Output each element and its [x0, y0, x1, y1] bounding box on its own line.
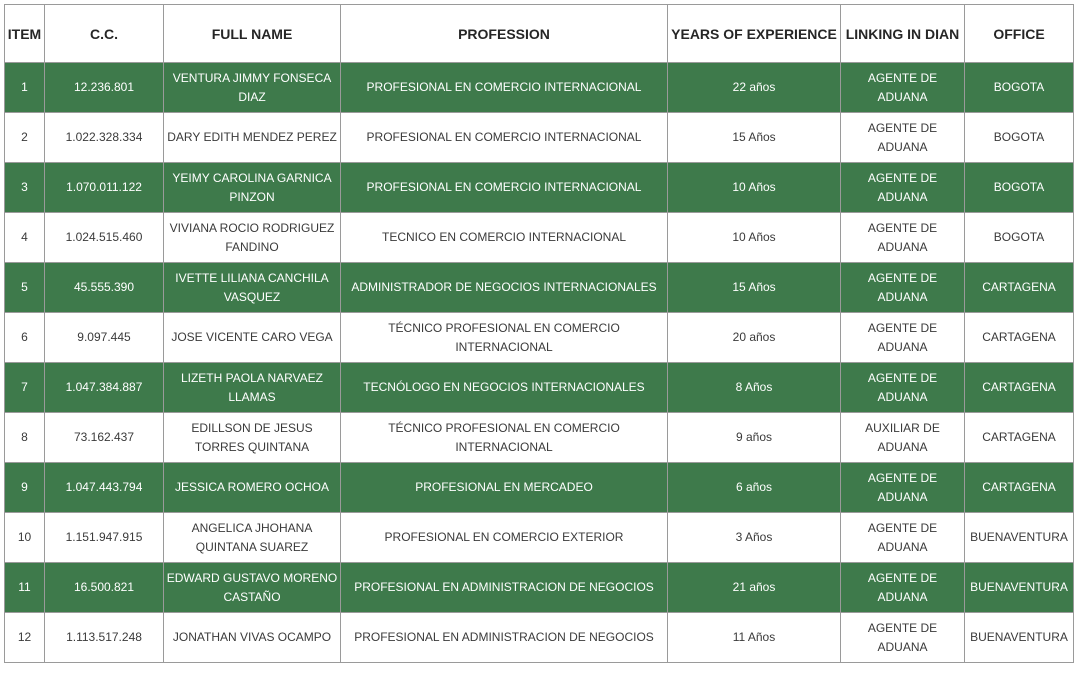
cell-item: 11	[5, 563, 45, 613]
cell-item: 10	[5, 513, 45, 563]
cell-linking: AGENTE DE ADUANA	[841, 213, 965, 263]
cell-cc: 16.500.821	[45, 563, 164, 613]
cell-full-name: EDWARD GUSTAVO MORENO CASTAÑO	[164, 563, 341, 613]
cell-years: 8 Años	[668, 363, 841, 413]
cell-profession: TÉCNICO PROFESIONAL EN COMERCIO INTERNACIONAL	[341, 413, 668, 463]
cell-profession: PROFESIONAL EN MERCADEO	[341, 463, 668, 513]
header-full-name: FULL NAME	[164, 5, 341, 63]
cell-profession: TECNÓLOGO EN NEGOCIOS INTERNACIONALES	[341, 363, 668, 413]
cell-office: CARTAGENA	[965, 313, 1074, 363]
cell-years: 21 años	[668, 563, 841, 613]
cell-full-name: YEIMY CAROLINA GARNICA PINZON	[164, 163, 341, 213]
cell-profession: TECNICO EN COMERCIO INTERNACIONAL	[341, 213, 668, 263]
cell-office: BUENAVENTURA	[965, 563, 1074, 613]
cell-office: CARTAGENA	[965, 463, 1074, 513]
table-row	[5, 163, 1074, 213]
table-row	[5, 613, 1074, 663]
cell-item: 8	[5, 413, 45, 463]
cell-full-name: LIZETH PAOLA NARVAEZ LLAMAS	[164, 363, 341, 413]
cell-profession: TÉCNICO PROFESIONAL EN COMERCIO INTERNACIONAL	[341, 313, 668, 363]
cell-linking: AGENTE DE ADUANA	[841, 63, 965, 113]
header-linking-in-dian: LINKING IN DIAN	[841, 5, 965, 63]
table-row	[5, 63, 1074, 113]
cell-profession: PROFESIONAL EN COMERCIO INTERNACIONAL	[341, 63, 668, 113]
table-row	[5, 463, 1074, 513]
header-row	[5, 5, 1074, 63]
cell-cc: 1.151.947.915	[45, 513, 164, 563]
cell-linking: AGENTE DE ADUANA	[841, 463, 965, 513]
header-item: ITEM	[5, 5, 45, 63]
cell-full-name: VENTURA JIMMY FONSECA DIAZ	[164, 63, 341, 113]
cell-linking: AGENTE DE ADUANA	[841, 263, 965, 313]
cell-full-name: ANGELICA JHOHANA QUINTANA SUAREZ	[164, 513, 341, 563]
cell-profession: ADMINISTRADOR DE NEGOCIOS INTERNACIONALES	[341, 263, 668, 313]
cell-cc: 12.236.801	[45, 63, 164, 113]
cell-item: 1	[5, 63, 45, 113]
cell-linking: AGENTE DE ADUANA	[841, 613, 965, 663]
staff-table	[4, 4, 1074, 663]
cell-cc: 1.113.517.248	[45, 613, 164, 663]
cell-years: 3 Años	[668, 513, 841, 563]
cell-full-name: JESSICA ROMERO OCHOA	[164, 463, 341, 513]
cell-office: CARTAGENA	[965, 263, 1074, 313]
header-profession: PROFESSION	[341, 5, 668, 63]
cell-full-name: DARY EDITH MENDEZ PEREZ	[164, 113, 341, 163]
cell-office: BOGOTA	[965, 213, 1074, 263]
cell-years: 9 años	[668, 413, 841, 463]
cell-full-name: JOSE VICENTE CARO VEGA	[164, 313, 341, 363]
cell-years: 15 Años	[668, 113, 841, 163]
table-row	[5, 213, 1074, 263]
cell-linking: AGENTE DE ADUANA	[841, 163, 965, 213]
cell-years: 6 años	[668, 463, 841, 513]
cell-cc: 1.022.328.334	[45, 113, 164, 163]
table-row	[5, 263, 1074, 313]
cell-office: CARTAGENA	[965, 363, 1074, 413]
cell-office: BOGOTA	[965, 163, 1074, 213]
cell-linking: AGENTE DE ADUANA	[841, 563, 965, 613]
cell-full-name: VIVIANA ROCIO RODRIGUEZ FANDINO	[164, 213, 341, 263]
cell-item: 9	[5, 463, 45, 513]
cell-cc: 9.097.445	[45, 313, 164, 363]
header-office: OFFICE	[965, 5, 1074, 63]
table-row	[5, 413, 1074, 463]
cell-office: BUENAVENTURA	[965, 513, 1074, 563]
cell-office: BUENAVENTURA	[965, 613, 1074, 663]
table-row	[5, 313, 1074, 363]
cell-linking: AGENTE DE ADUANA	[841, 513, 965, 563]
header-cc: C.C.	[45, 5, 164, 63]
cell-profession: PROFESIONAL EN COMERCIO INTERNACIONAL	[341, 113, 668, 163]
cell-linking: AUXILIAR DE ADUANA	[841, 413, 965, 463]
cell-cc: 1.024.515.460	[45, 213, 164, 263]
cell-cc: 1.070.011.122	[45, 163, 164, 213]
table-header	[5, 5, 1074, 63]
cell-full-name: IVETTE LILIANA CANCHILA VASQUEZ	[164, 263, 341, 313]
cell-profession: PROFESIONAL EN ADMINISTRACION DE NEGOCIOS	[341, 613, 668, 663]
cell-years: 10 Años	[668, 213, 841, 263]
cell-years: 15 Años	[668, 263, 841, 313]
cell-office: BOGOTA	[965, 63, 1074, 113]
cell-item: 7	[5, 363, 45, 413]
cell-full-name: EDILLSON DE JESUS TORRES QUINTANA	[164, 413, 341, 463]
table-row	[5, 113, 1074, 163]
cell-linking: AGENTE DE ADUANA	[841, 313, 965, 363]
table-row	[5, 563, 1074, 613]
cell-years: 20 años	[668, 313, 841, 363]
cell-cc: 45.555.390	[45, 263, 164, 313]
cell-linking: AGENTE DE ADUANA	[841, 363, 965, 413]
cell-cc: 1.047.443.794	[45, 463, 164, 513]
cell-profession: PROFESIONAL EN COMERCIO EXTERIOR	[341, 513, 668, 563]
cell-profession: PROFESIONAL EN ADMINISTRACION DE NEGOCIOS	[341, 563, 668, 613]
cell-item: 5	[5, 263, 45, 313]
table-row	[5, 363, 1074, 413]
table-row	[5, 513, 1074, 563]
cell-item: 2	[5, 113, 45, 163]
cell-cc: 1.047.384.887	[45, 363, 164, 413]
cell-item: 12	[5, 613, 45, 663]
cell-full-name: JONATHAN VIVAS OCAMPO	[164, 613, 341, 663]
cell-office: BOGOTA	[965, 113, 1074, 163]
cell-years: 10 Años	[668, 163, 841, 213]
cell-office: CARTAGENA	[965, 413, 1074, 463]
header-years-of-experience: YEARS OF EXPERIENCE	[668, 5, 841, 63]
cell-years: 22 años	[668, 63, 841, 113]
cell-cc: 73.162.437	[45, 413, 164, 463]
cell-years: 11 Años	[668, 613, 841, 663]
cell-profession: PROFESIONAL EN COMERCIO INTERNACIONAL	[341, 163, 668, 213]
cell-linking: AGENTE DE ADUANA	[841, 113, 965, 163]
cell-item: 3	[5, 163, 45, 213]
cell-item: 4	[5, 213, 45, 263]
table-body	[5, 63, 1074, 663]
cell-item: 6	[5, 313, 45, 363]
